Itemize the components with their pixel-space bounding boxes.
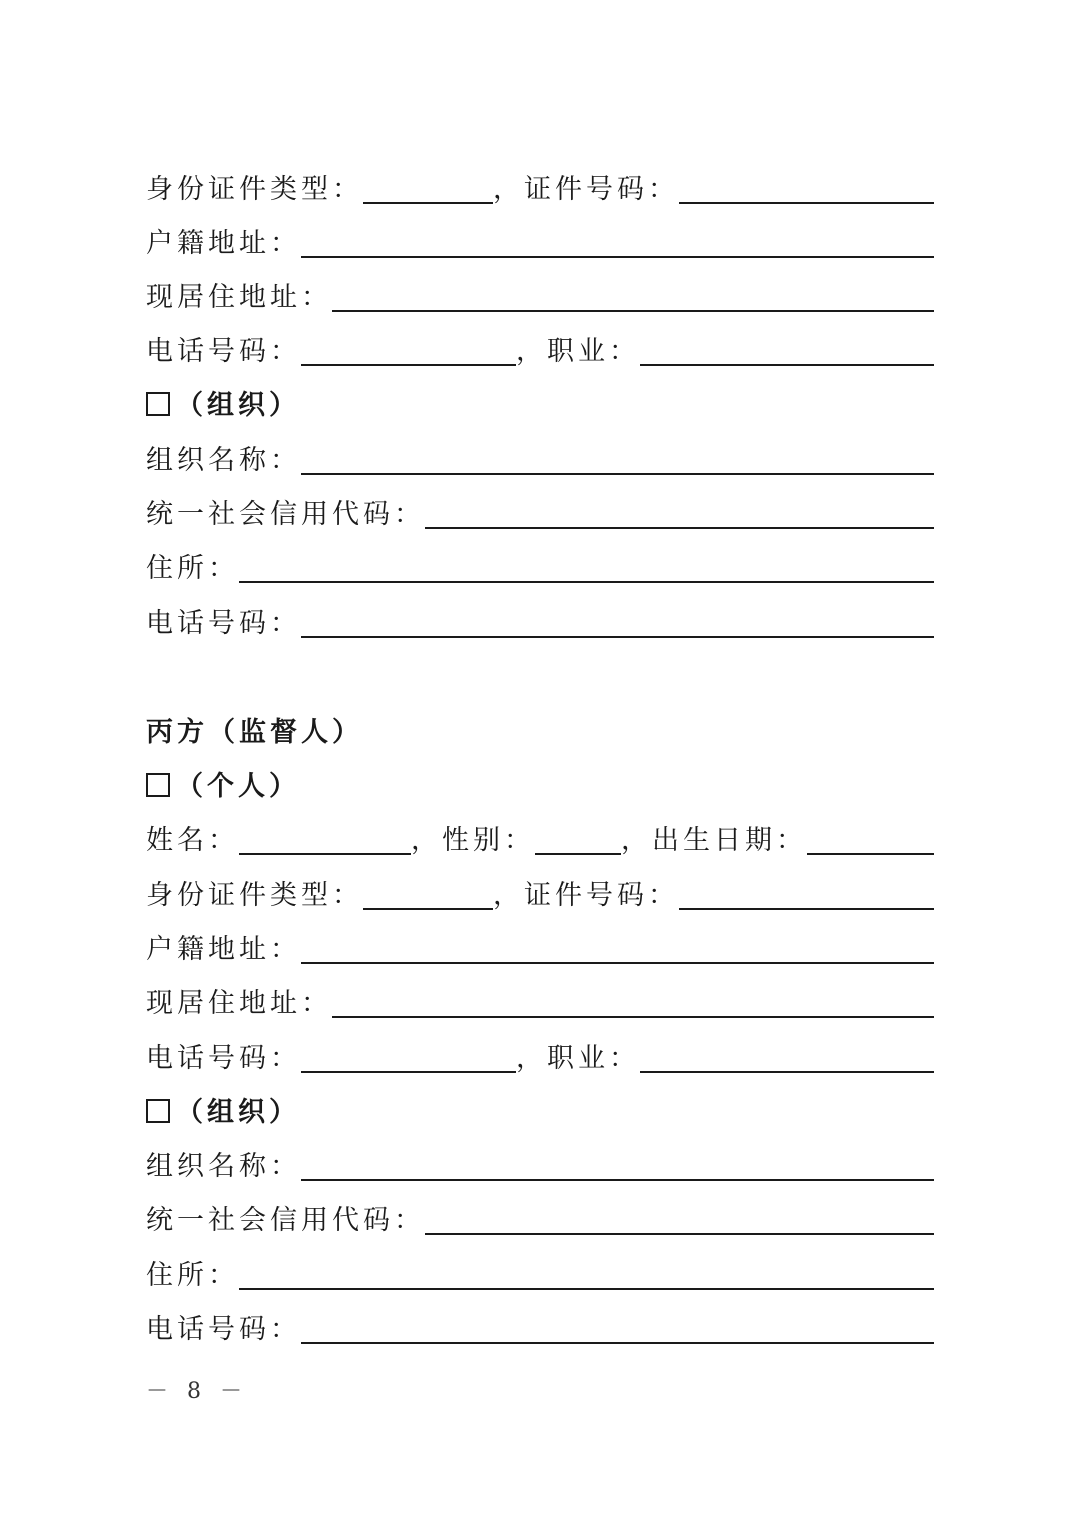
row-org-name-2 [146,1147,934,1187]
label-org-name: 组织名称： [146,1151,301,1182]
separator-comma: ， [411,825,442,856]
field-household-address[interactable] [301,961,934,964]
row-individual-option [146,767,934,807]
label-phone: 电话号码： [146,336,301,367]
checkbox-individual[interactable] [146,773,170,797]
party-c-heading: 丙方（监督人） [146,717,363,748]
field-current-address[interactable] [332,1015,934,1018]
row-household-address-2 [146,930,934,970]
page-number: － 8 － [146,1379,248,1404]
label-credit-code: 统一社会信用代码： [146,499,425,530]
field-name[interactable] [239,852,411,855]
field-domicile[interactable] [239,580,934,583]
field-occupation[interactable] [640,1070,934,1073]
label-id-type: 身份证件类型： [146,880,363,911]
row-org-option-1 [146,386,934,426]
row-credit-code-2 [146,1201,934,1241]
row-domicile-2 [146,1256,934,1296]
field-phone[interactable] [301,1070,516,1073]
option-label-organization: （组织） [176,1097,300,1128]
row-domicile-1 [146,549,934,589]
field-id-number[interactable] [679,201,934,204]
field-phone[interactable] [301,363,516,366]
label-phone: 电话号码： [146,1043,301,1074]
field-org-name[interactable] [301,472,934,475]
row-phone-occupation-1 [146,332,934,372]
separator-comma: ， [493,880,524,911]
label-id-type: 身份证件类型： [146,174,363,205]
row-org-name-1 [146,441,934,481]
org-option-1 [146,390,300,426]
label-credit-code: 统一社会信用代码： [146,1205,425,1236]
separator-comma: ， [621,825,652,856]
row-current-address-2 [146,984,934,1024]
label-name: 姓名： [146,825,239,856]
label-occupation: 职业： [547,336,640,367]
label-household-address: 户籍地址： [146,934,301,965]
field-org-phone[interactable] [301,635,934,638]
option-label-organization: （组织） [176,390,300,421]
label-domicile: 住所： [146,553,239,584]
field-credit-code[interactable] [425,526,934,529]
field-org-name[interactable] [301,1178,934,1181]
row-current-address-1 [146,278,934,318]
row-id-type-1 [146,170,934,210]
label-org-name: 组织名称： [146,445,301,476]
field-org-phone[interactable] [301,1341,934,1344]
label-current-address: 现居住地址： [146,282,332,313]
label-birth-date: 出生日期： [652,825,807,856]
individual-option [146,771,300,807]
field-domicile[interactable] [239,1287,934,1290]
row-phone-occupation-2 [146,1039,934,1079]
field-id-type[interactable] [363,907,493,910]
label-occupation: 职业： [547,1043,640,1074]
field-credit-code[interactable] [425,1232,934,1235]
separator-comma: ， [493,174,524,205]
field-gender[interactable] [535,852,621,855]
label-household-address: 户籍地址： [146,228,301,259]
label-current-address: 现居住地址： [146,988,332,1019]
row-party-c-heading [146,713,934,753]
field-current-address[interactable] [332,309,934,312]
field-occupation[interactable] [640,363,934,366]
checkbox-organization[interactable] [146,392,170,416]
row-id-type-2 [146,876,934,916]
field-id-type[interactable] [363,201,493,204]
org-option-2 [146,1097,300,1133]
checkbox-organization[interactable] [146,1099,170,1123]
row-household-address-1 [146,224,934,264]
row-credit-code-1 [146,495,934,535]
label-gender: 性别： [442,825,535,856]
label-id-number: 证件号码： [524,880,679,911]
row-name-gender-birth [146,821,934,861]
label-id-number: 证件号码： [524,174,679,205]
field-id-number[interactable] [679,907,934,910]
separator-comma: ， [516,336,547,367]
label-phone: 电话号码： [146,608,301,639]
row-org-option-2 [146,1093,934,1133]
row-org-phone-1 [146,604,934,644]
separator-comma: ， [516,1043,547,1074]
field-household-address[interactable] [301,255,934,258]
label-phone: 电话号码： [146,1314,301,1345]
row-org-phone-2 [146,1310,934,1350]
field-birth-date[interactable] [807,852,934,855]
option-label-individual: （个人） [176,771,300,802]
label-domicile: 住所： [146,1260,239,1291]
